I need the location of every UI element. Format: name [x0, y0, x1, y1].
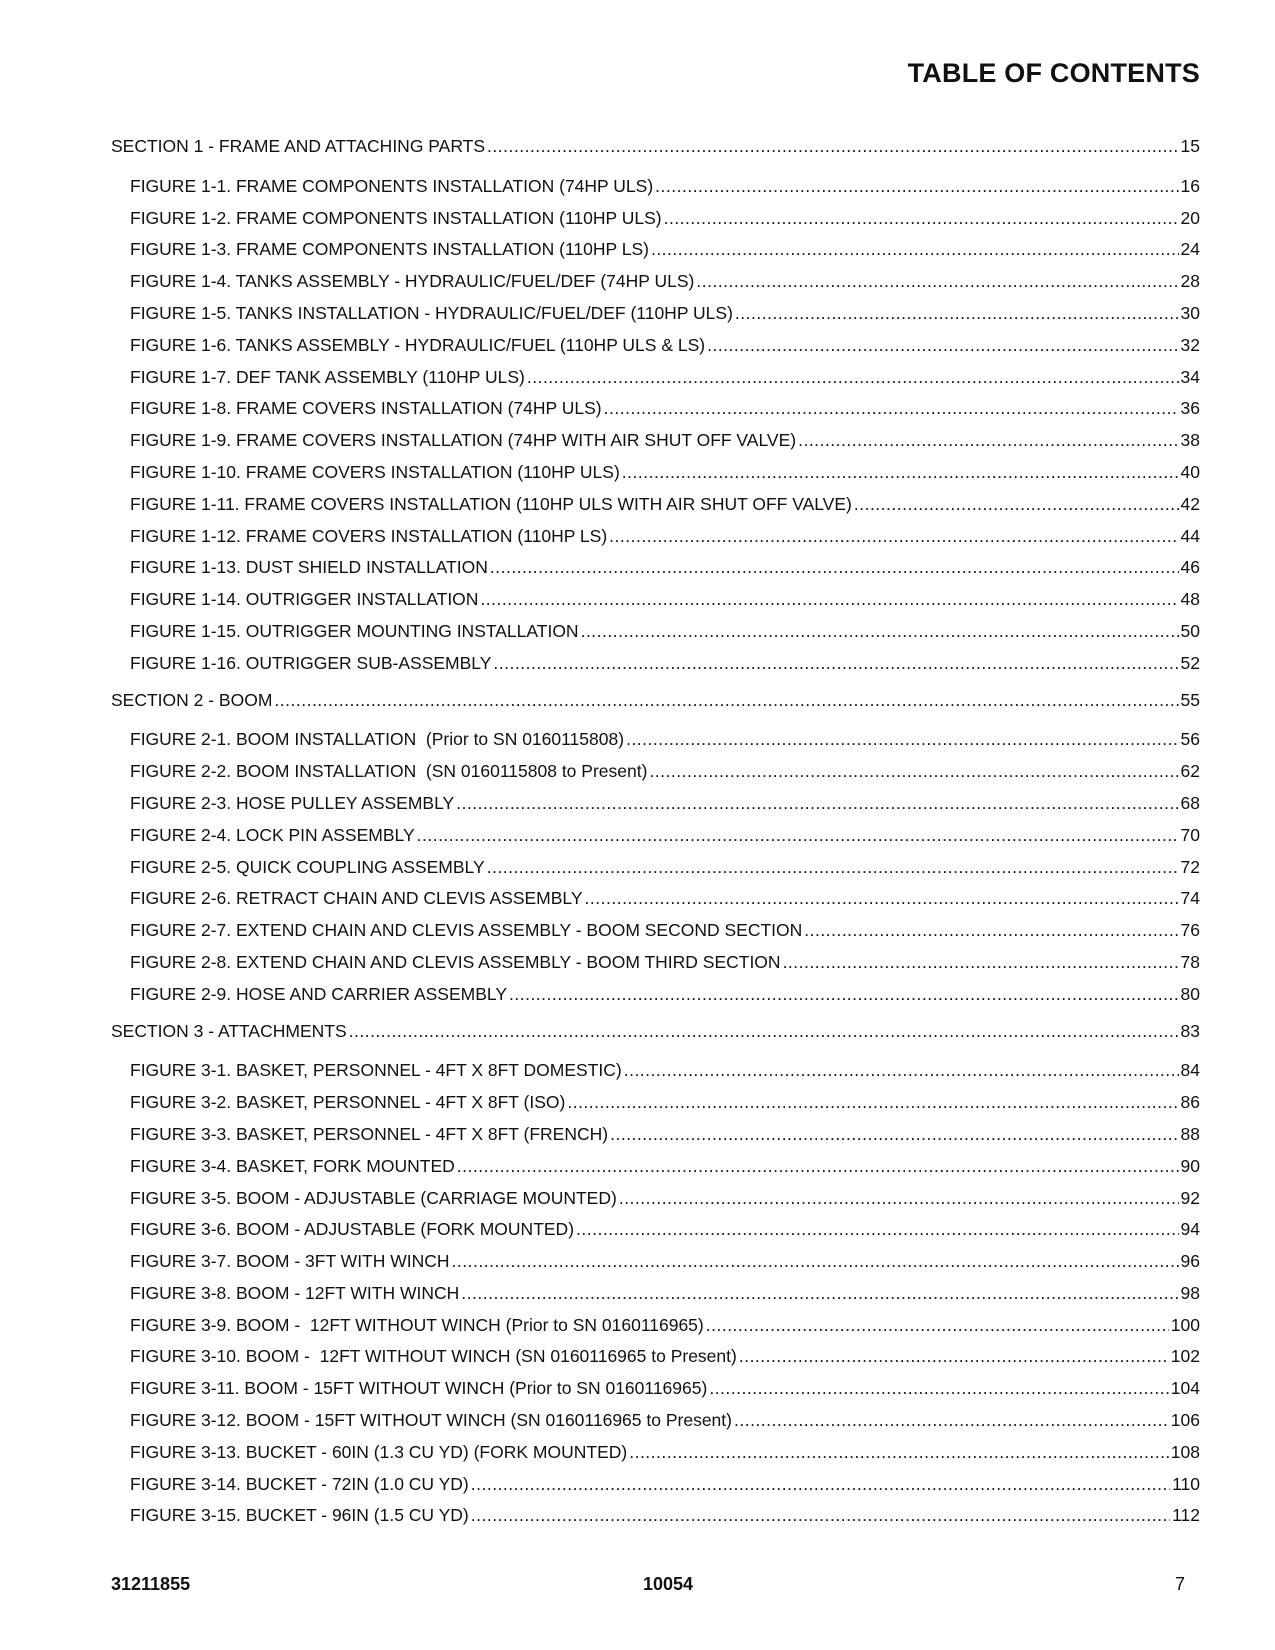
figure-title: FIGURE 2-7. EXTEND CHAIN AND CLEVIS ASSEMBLY - BOOM SECOND SECTION — [130, 920, 803, 941]
dot-leader — [527, 362, 1179, 394]
figure-page-number: 84 — [1180, 1060, 1200, 1081]
figure-title: FIGURE 1-15. OUTRIGGER MOUNTING INSTALLATION — [130, 620, 579, 641]
dot-leader — [585, 883, 1179, 915]
toc-figure-entry[interactable] — [111, 1469, 1200, 1501]
dot-leader — [490, 552, 1179, 584]
dot-leader — [461, 1278, 1178, 1310]
dot-leader — [696, 266, 1178, 298]
section-page-number: 83 — [1180, 1020, 1200, 1041]
figure-title: FIGURE 3-13. BUCKET - 60IN (1.3 CU YD) (FORK MOUNTED) — [130, 1441, 628, 1462]
figure-title: FIGURE 3-15. BUCKET - 96IN (1.5 CU YD) — [130, 1505, 469, 1526]
figure-title: FIGURE 1-14. OUTRIGGER INSTALLATION — [130, 589, 479, 610]
figure-page-number: 56 — [1180, 729, 1200, 750]
dot-leader — [783, 947, 1179, 979]
toc-figure-entry[interactable] — [111, 1055, 1200, 1087]
toc-figure-entry[interactable] — [111, 234, 1200, 266]
figure-page-number: 72 — [1180, 856, 1200, 877]
dot-leader — [798, 425, 1178, 457]
figure-title: FIGURE 1-7. DEF TANK ASSEMBLY (110HP ULS) — [130, 366, 525, 387]
dot-leader — [349, 1016, 1179, 1048]
toc-figure-entry[interactable] — [111, 521, 1200, 553]
dot-leader — [734, 1405, 1169, 1437]
toc-figure-entry[interactable] — [111, 1437, 1200, 1469]
figure-title: FIGURE 3-3. BASKET, PERSONNEL - 4FT X 8FT (FRENCH) — [130, 1123, 609, 1144]
dot-leader — [664, 203, 1179, 235]
dot-leader — [274, 685, 1178, 717]
figure-title: FIGURE 2-1. BOOM INSTALLATION (Prior to SN 0160115808) — [130, 729, 625, 750]
toc-figure-entry[interactable] — [111, 1405, 1200, 1437]
dot-leader — [706, 1310, 1169, 1342]
figure-page-number: 78 — [1180, 951, 1200, 972]
figure-page-number: 106 — [1170, 1410, 1200, 1431]
page-title: TABLE OF CONTENTS — [907, 58, 1200, 88]
dot-leader — [487, 852, 1179, 884]
dot-leader — [480, 584, 1178, 616]
figure-page-number: 36 — [1180, 398, 1200, 419]
figure-page-number: 34 — [1180, 366, 1200, 387]
figure-page-number: 96 — [1180, 1251, 1200, 1272]
dot-leader — [609, 521, 1178, 553]
figure-title: FIGURE 1-10. FRAME COVERS INSTALLATION (110HP ULS) — [130, 461, 620, 482]
figure-page-number: 90 — [1180, 1155, 1200, 1176]
figure-title: FIGURE 1-2. FRAME COMPONENTS INSTALLATION (110HP ULS) — [130, 207, 662, 228]
toc-figure-entry[interactable] — [111, 362, 1200, 394]
section-page-number: 15 — [1180, 136, 1200, 156]
figure-page-number: 102 — [1170, 1346, 1200, 1367]
figure-title: FIGURE 3-8. BOOM - 12FT WITH WINCH — [130, 1282, 460, 1303]
figure-title: FIGURE 1-4. TANKS ASSEMBLY - HYDRAULIC/FUEL/DEF (74HP ULS) — [130, 271, 695, 292]
figure-title: FIGURE 1-9. FRAME COVERS INSTALLATION (74HP WITH AIR SHUT OFF VALVE) — [130, 430, 797, 451]
toc-figure-entry[interactable] — [111, 1246, 1200, 1278]
toc-figure-entry[interactable] — [111, 648, 1200, 680]
figure-page-number: 50 — [1180, 620, 1200, 641]
figure-page-number: 70 — [1180, 824, 1200, 845]
dot-leader — [709, 1373, 1168, 1405]
dot-leader — [456, 788, 1178, 820]
figure-page-number: 16 — [1180, 175, 1200, 196]
figure-title: FIGURE 3-4. BASKET, FORK MOUNTED — [130, 1155, 455, 1176]
figure-title: FIGURE 2-3. HOSE PULLEY ASSEMBLY — [130, 792, 455, 813]
toc-figure-entry[interactable] — [111, 915, 1200, 947]
dot-leader — [624, 1055, 1179, 1087]
figure-page-number: 20 — [1180, 207, 1200, 228]
figure-title: FIGURE 1-8. FRAME COVERS INSTALLATION (74HP ULS) — [130, 398, 602, 419]
dot-leader — [655, 171, 1178, 203]
figure-page-number: 86 — [1180, 1092, 1200, 1113]
section-title: SECTION 2 - BOOM — [111, 689, 273, 710]
figure-title: FIGURE 1-3. FRAME COMPONENTS INSTALLATION (110HP LS) — [130, 239, 649, 260]
toc-figure-entry[interactable] — [111, 266, 1200, 298]
toc-figure-entry[interactable] — [111, 1373, 1200, 1405]
figure-title: FIGURE 2-2. BOOM INSTALLATION (SN 0160115808 to Present) — [130, 761, 648, 782]
figure-title: FIGURE 3-9. BOOM - 12FT WITHOUT WINCH (Prior to SN 0160116965) — [130, 1314, 704, 1335]
toc-figure-entry[interactable] — [111, 724, 1200, 756]
toc-figure-entry[interactable] — [111, 1278, 1200, 1310]
toc-section-entry[interactable] — [111, 685, 1200, 717]
toc-figure-entry[interactable] — [111, 883, 1200, 915]
toc-figure-entry[interactable] — [111, 584, 1200, 616]
toc-figure-entry[interactable] — [111, 552, 1200, 584]
figure-title: FIGURE 1-13. DUST SHIELD INSTALLATION — [130, 557, 488, 578]
figure-page-number: 62 — [1180, 761, 1200, 782]
toc-section-entry[interactable] — [111, 1016, 1200, 1048]
figure-page-number: 80 — [1180, 983, 1200, 1004]
figure-page-number: 24 — [1180, 239, 1200, 260]
figure-page-number: 98 — [1180, 1282, 1200, 1303]
figure-page-number: 30 — [1180, 302, 1200, 323]
toc-figure-entry[interactable] — [111, 425, 1200, 457]
dot-leader — [610, 1119, 1178, 1151]
footer-document-number: 31211855 — [111, 1574, 191, 1594]
figure-page-number: 100 — [1170, 1314, 1200, 1335]
figure-page-number: 108 — [1170, 1441, 1200, 1462]
dot-leader — [452, 1246, 1179, 1278]
dot-leader — [622, 457, 1179, 489]
toc-figure-entry[interactable] — [111, 820, 1200, 852]
figure-title: FIGURE 2-9. HOSE AND CARRIER ASSEMBLY — [130, 983, 507, 1004]
dot-leader — [707, 330, 1178, 362]
dot-leader — [629, 1437, 1169, 1469]
table-of-contents — [111, 131, 1200, 1532]
toc-figure-entry[interactable] — [111, 947, 1200, 979]
toc-figure-entry[interactable] — [111, 330, 1200, 362]
toc-section-entry[interactable] — [111, 131, 1200, 163]
toc-figure-entry[interactable] — [111, 616, 1200, 648]
dot-leader — [854, 489, 1179, 521]
toc-figure-entry[interactable] — [111, 1341, 1200, 1373]
figure-page-number: 40 — [1180, 461, 1200, 482]
figure-page-number: 38 — [1180, 430, 1200, 451]
figure-title: FIGURE 3-12. BOOM - 15FT WITHOUT WINCH (SN 0160116965 to Present) — [130, 1410, 732, 1431]
section-title: SECTION 1 - FRAME AND ATTACHING PARTS — [111, 136, 486, 156]
figure-page-number: 48 — [1180, 589, 1200, 610]
dot-leader — [471, 1469, 1170, 1501]
figure-title: FIGURE 1-6. TANKS ASSEMBLY - HYDRAULIC/FUEL (110HP ULS & LS) — [130, 334, 706, 355]
dot-leader — [626, 724, 1178, 756]
figure-page-number: 74 — [1180, 888, 1200, 909]
dot-leader — [739, 1341, 1169, 1373]
toc-figure-entry[interactable] — [111, 171, 1200, 203]
dot-leader — [471, 1500, 1170, 1532]
section-title: SECTION 3 - ATTACHMENTS — [111, 1020, 347, 1041]
figure-page-number: 44 — [1180, 525, 1200, 546]
figure-title: FIGURE 2-6. RETRACT CHAIN AND CLEVIS ASSEMBLY — [130, 888, 583, 909]
dot-leader — [619, 1183, 1179, 1215]
figure-page-number: 52 — [1180, 652, 1200, 673]
figure-title: FIGURE 2-4. LOCK PIN ASSEMBLY — [130, 824, 415, 845]
dot-leader — [604, 393, 1179, 425]
dot-leader — [457, 1151, 1179, 1183]
toc-figure-entry[interactable] — [111, 1310, 1200, 1342]
figure-title: FIGURE 3-6. BOOM - ADJUSTABLE (FORK MOUNTED) — [130, 1219, 575, 1240]
toc-figure-entry[interactable] — [111, 852, 1200, 884]
toc-figure-entry[interactable] — [111, 1500, 1200, 1532]
dot-leader — [493, 648, 1178, 680]
figure-page-number: 42 — [1180, 493, 1200, 514]
figure-title: FIGURE 3-1. BASKET, PERSONNEL - 4FT X 8FT DOMESTIC) — [130, 1060, 622, 1081]
figure-title: FIGURE 3-11. BOOM - 15FT WITHOUT WINCH (Prior to SN 0160116965) — [130, 1378, 708, 1399]
figure-title: FIGURE 1-5. TANKS INSTALLATION - HYDRAULIC/FUEL/DEF (110HP ULS) — [130, 302, 733, 323]
figure-title: FIGURE 2-5. QUICK COUPLING ASSEMBLY — [130, 856, 485, 877]
dot-leader — [649, 756, 1178, 788]
toc-figure-entry[interactable] — [111, 1087, 1200, 1119]
toc-figure-entry[interactable] — [111, 489, 1200, 521]
toc-figure-entry[interactable] — [111, 1183, 1200, 1215]
figure-page-number: 92 — [1180, 1187, 1200, 1208]
figure-page-number: 68 — [1180, 792, 1200, 813]
figure-title: FIGURE 3-10. BOOM - 12FT WITHOUT WINCH (SN 0160116965 to Present) — [130, 1346, 737, 1367]
dot-leader — [735, 298, 1179, 330]
toc-figure-entry[interactable] — [111, 393, 1200, 425]
toc-figure-entry[interactable] — [111, 1119, 1200, 1151]
toc-figure-entry[interactable] — [111, 203, 1200, 235]
toc-figure-entry[interactable] — [111, 979, 1200, 1011]
dot-leader — [576, 1214, 1179, 1246]
figure-title: FIGURE 3-2. BASKET, PERSONNEL - 4FT X 8FT (ISO) — [130, 1092, 566, 1113]
toc-figure-entry[interactable] — [111, 298, 1200, 330]
figure-title: FIGURE 3-14. BUCKET - 72IN (1.0 CU YD) — [130, 1473, 469, 1494]
footer-page-number: 7 — [1174, 1574, 1185, 1594]
toc-figure-entry[interactable] — [111, 788, 1200, 820]
figure-title: FIGURE 1-11. FRAME COVERS INSTALLATION (110HP ULS WITH AIR SHUT OFF VALVE) — [130, 493, 852, 514]
dot-leader — [567, 1087, 1178, 1119]
dot-leader — [804, 915, 1178, 947]
figure-page-number: 104 — [1170, 1378, 1200, 1399]
dot-leader — [581, 616, 1179, 648]
figure-title: FIGURE 2-8. EXTEND CHAIN AND CLEVIS ASSEMBLY - BOOM THIRD SECTION — [130, 951, 781, 972]
toc-figure-entry[interactable] — [111, 756, 1200, 788]
figure-page-number: 76 — [1180, 920, 1200, 941]
figure-page-number: 32 — [1180, 334, 1200, 355]
figure-page-number: 94 — [1180, 1219, 1200, 1240]
toc-figure-entry[interactable] — [111, 457, 1200, 489]
toc-figure-entry[interactable] — [111, 1151, 1200, 1183]
figure-page-number: 88 — [1180, 1123, 1200, 1144]
toc-figure-entry[interactable] — [111, 1214, 1200, 1246]
dot-leader — [509, 979, 1179, 1011]
figure-title: FIGURE 3-5. BOOM - ADJUSTABLE (CARRIAGE MOUNTED) — [130, 1187, 617, 1208]
figure-page-number: 110 — [1172, 1473, 1200, 1494]
figure-title: FIGURE 1-1. FRAME COMPONENTS INSTALLATION (74HP ULS) — [130, 175, 654, 196]
figure-title: FIGURE 1-12. FRAME COVERS INSTALLATION (110HP LS) — [130, 525, 608, 546]
dot-leader — [417, 820, 1179, 852]
figure-page-number: 112 — [1172, 1505, 1200, 1526]
dot-leader — [487, 131, 1179, 163]
dot-leader — [651, 234, 1179, 266]
section-page-number: 55 — [1180, 689, 1200, 710]
figure-title: FIGURE 1-16. OUTRIGGER SUB-ASSEMBLY — [130, 652, 492, 673]
figure-page-number: 46 — [1180, 557, 1200, 578]
footer-center-code: 10054 — [643, 1574, 694, 1594]
figure-title: FIGURE 3-7. BOOM - 3FT WITH WINCH — [130, 1251, 450, 1272]
figure-page-number: 28 — [1180, 271, 1200, 292]
